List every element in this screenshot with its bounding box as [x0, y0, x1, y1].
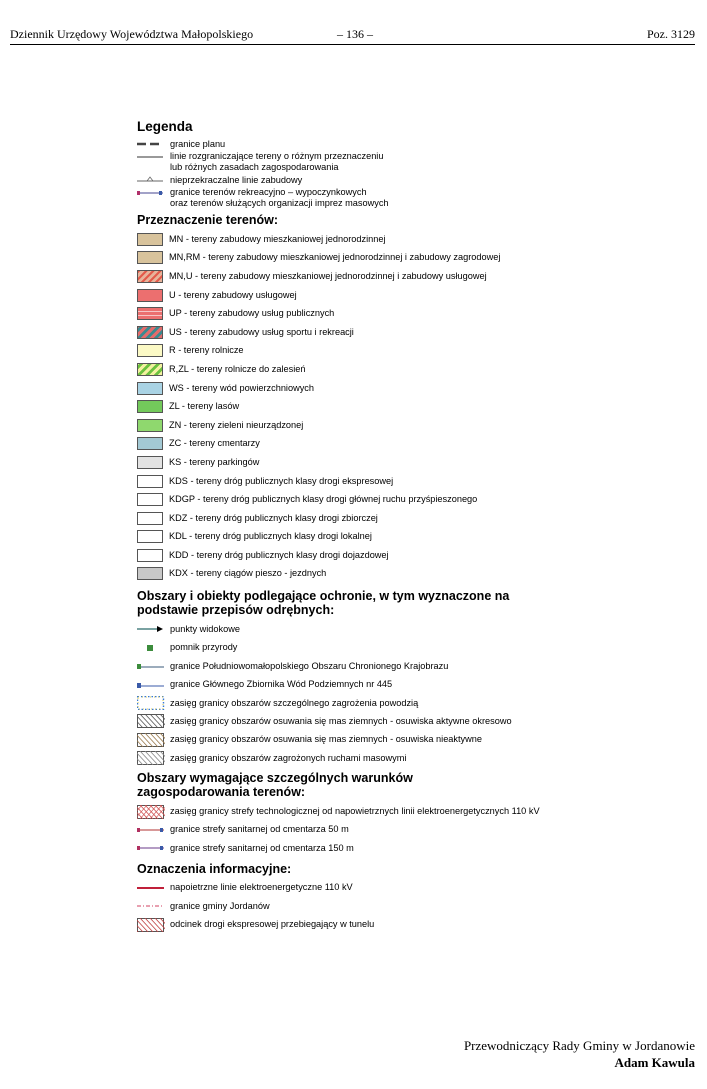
land-use-swatch — [137, 567, 163, 580]
info-list — [137, 879, 697, 934]
land-use-swatch — [137, 456, 163, 469]
legend-item-label: KS - tereny parkingów — [169, 456, 260, 467]
legend-item-label: KDGP - tereny dróg publicznych klasy drogi głównej ruchu przyśpieszonego — [169, 494, 478, 505]
land-use-swatch — [137, 363, 163, 376]
section-title-info: Oznaczenia informacyjne: — [137, 861, 292, 876]
land-use-item — [137, 323, 697, 342]
protection-item — [137, 639, 697, 657]
journal-title: Dziennik Urzędowy Województwa Małopolskiego — [10, 27, 254, 41]
land-use-item — [137, 304, 697, 323]
dash-red-icon — [137, 900, 165, 912]
land-use-swatch — [137, 270, 163, 283]
section-title-line2: podstawie przepisów odrębnych: — [137, 603, 335, 618]
legend-item-label: KDD - tereny dróg publicznych klasy drogi dojazdowej — [169, 549, 389, 560]
info-item — [137, 915, 697, 933]
protection-item — [137, 694, 697, 712]
land-use-swatch — [137, 419, 163, 432]
line-red-icon — [137, 882, 165, 894]
building-line-icon — [137, 174, 165, 186]
legend-item-label: zasięg granicy strefy technologicznej od napowietrznych linii elektroenergetycznych 110 kV — [170, 806, 540, 817]
land-use-swatch — [137, 233, 163, 246]
land-use-item — [137, 416, 697, 435]
protection-item — [137, 749, 697, 767]
legend-item-label: WS - tereny wód powierzchniowych — [169, 382, 315, 393]
land-use-item — [137, 397, 697, 416]
protection-item — [137, 657, 697, 675]
land-use-swatch — [137, 344, 163, 357]
line-green-icon — [137, 660, 165, 672]
legend-item-label-line2: oraz terenów służących organizacji imprez masowych — [170, 198, 389, 208]
legend-item-label: KDS - tereny dróg publicznych klasy drogi ekspresowej — [169, 475, 394, 486]
legend-item-dividing-lines — [137, 151, 697, 173]
legend-item-label: granice terenów rekreacyjno – wypoczynkowych — [170, 187, 367, 197]
land-use-list — [137, 230, 697, 583]
legend-title: Legenda — [137, 119, 193, 134]
legend-item-label: punkty widokowe — [170, 623, 240, 634]
land-use-item — [137, 490, 697, 509]
info-item — [137, 879, 697, 897]
cross-hatch-icon — [137, 806, 165, 818]
info-item — [137, 897, 697, 915]
land-use-item — [137, 565, 697, 584]
section-title-line1: Obszary i obiekty podlegające ochronie, w tym wyznaczone na — [137, 589, 510, 604]
solid-line-icon — [137, 151, 165, 163]
legend-item-label: MN,RM - tereny zabudowy mieszkaniowej jednorodzinnej i zabudowy zagrodowej — [169, 252, 501, 263]
legend-item-label: zasięg granicy obszarów osuwania się mas ziemnych - osuwiska aktywne okresowo — [170, 715, 512, 726]
page-number: – 136 – — [337, 27, 373, 41]
land-use-swatch — [137, 289, 163, 302]
land-use-swatch — [137, 307, 163, 320]
land-use-item — [137, 472, 697, 491]
legend-item-plan-boundary — [137, 137, 697, 151]
section-title-protection — [137, 589, 697, 617]
legend-item-label: MN - tereny zabudowy mieszkaniowej jednorodzinnej — [169, 233, 386, 244]
legend-item-recreation-boundary — [137, 187, 697, 209]
legend-item-label: granice strefy sanitarnej od cmentarza 150 m — [170, 842, 354, 853]
land-use-item — [137, 267, 697, 286]
land-use-item — [137, 546, 697, 565]
land-use-item — [137, 453, 697, 472]
signatory-name: Adam Kawula — [614, 1055, 695, 1070]
legend-item-label: granice gminy Jordanów — [170, 900, 270, 911]
land-use-item — [137, 379, 697, 398]
legend-item-label: odcinek drogi ekspresowej przebiegający w tunelu — [170, 919, 375, 930]
land-use-item — [137, 509, 697, 528]
dot-line-purple-icon — [137, 842, 165, 854]
land-use-item — [137, 249, 697, 268]
dotted-box-icon — [137, 697, 165, 709]
protection-list — [137, 620, 697, 767]
legend-item-label: zasięg granicy obszarów osuwania się mas ziemnych - osuwiska nieaktywne — [170, 734, 483, 745]
legend-item-label: KDL - tereny dróg publicznych klasy drogi lokalnej — [169, 531, 372, 542]
dot-line-red-icon — [137, 824, 165, 836]
land-use-swatch — [137, 326, 163, 339]
position-number: Poz. 3129 — [647, 27, 695, 41]
legend-item-label: zasięg granicy obszarów szczególnego zagrożenia powodzią — [170, 697, 419, 708]
legend-item-label: linie rozgraniczające tereny o różnym przeznaczeniu — [170, 151, 384, 161]
legend-item-label: ZC - tereny cmentarzy — [169, 438, 260, 449]
legend-item-label: granice planu — [170, 138, 226, 149]
condition-item — [137, 802, 697, 820]
land-use-swatch — [137, 549, 163, 562]
land-use-swatch — [137, 475, 163, 488]
land-use-swatch — [137, 530, 163, 543]
section-title-conditions — [137, 771, 697, 799]
legend-item-label: ZN - tereny zieleni nieurządzonej — [169, 419, 304, 430]
hatch-brown-icon — [137, 734, 165, 746]
page-header — [10, 26, 695, 45]
legend-item-label: MN,U - tereny zabudowy mieszkaniowej jednorodzinnej i zabudowy usługowej — [169, 270, 487, 281]
hatch-dark-icon — [137, 715, 165, 727]
protection-item — [137, 731, 697, 749]
signatory-role: Przewodniczący Rady Gminy w Jordanowie — [463, 1038, 695, 1053]
section-title-land-use: Przeznaczenie terenów: — [137, 213, 279, 227]
land-use-item — [137, 435, 697, 454]
land-use-swatch — [137, 382, 163, 395]
legend-item-label: US - tereny zabudowy usług sportu i rekreacji — [169, 326, 354, 337]
hatch-red-box-icon — [137, 919, 165, 931]
legend-item-label: granice Południowomałopolskiego Obszaru Chronionego Krajobrazu — [170, 660, 449, 671]
land-use-swatch — [137, 493, 163, 506]
legend-item-building-line — [137, 173, 697, 187]
conditions-list — [137, 802, 697, 857]
dot-icon — [137, 642, 165, 654]
legend-item-label: UP - tereny zabudowy usług publicznych — [169, 308, 335, 319]
legend-item-label: KDZ - tereny dróg publicznych klasy drogi zbiorczej — [169, 512, 378, 523]
legend-item-label-line2: lub różnych zasadach zagospodarowania — [170, 162, 339, 172]
land-use-item — [137, 230, 697, 249]
legend-item-label: zasięg granicy obszarów zagrożonych ruchami masowymi — [170, 752, 407, 763]
protection-item — [137, 675, 697, 693]
map-legend — [137, 118, 697, 934]
land-use-item — [137, 528, 697, 547]
hatch-light-icon — [137, 752, 165, 764]
section-title-line2: zagospodarowania terenów: — [137, 785, 306, 800]
condition-item — [137, 821, 697, 839]
protection-item — [137, 712, 697, 730]
legend-item-label: granice strefy sanitarnej od cmentarza 50 m — [170, 824, 349, 835]
legend-item-label: nieprzekraczalne linie zabudowy — [170, 174, 303, 185]
condition-item — [137, 839, 697, 857]
land-use-swatch — [137, 251, 163, 264]
dot-line-icon — [137, 187, 165, 199]
land-use-item — [137, 342, 697, 361]
land-use-item — [137, 360, 697, 379]
land-use-swatch — [137, 437, 163, 450]
land-use-swatch — [137, 400, 163, 413]
legend-item-label: R,ZL - tereny rolnicze do zalesień — [169, 363, 306, 374]
legend-item-label: granice Głównego Zbiornika Wód Podziemnych nr 445 — [170, 679, 393, 690]
legend-item-label: pomnik przyrody — [170, 642, 238, 653]
legend-item-label: U - tereny zabudowy usługowej — [169, 289, 297, 300]
line-blue-icon — [137, 679, 165, 691]
legend-item-label: ZL - tereny lasów — [169, 401, 240, 412]
land-use-swatch — [137, 512, 163, 525]
arrow-icon — [137, 623, 165, 635]
section-title-line1: Obszary wymagające szczególnych warunków — [137, 771, 413, 786]
land-use-item — [137, 286, 697, 305]
legend-item-label: R - tereny rolnicze — [169, 345, 244, 356]
legend-item-label: KDX - tereny ciągów pieszo - jezdnych — [169, 568, 327, 579]
protection-item — [137, 620, 697, 638]
signature-block — [464, 1037, 695, 1071]
dashed-line-icon — [137, 138, 165, 150]
legend-item-label: napoietrzne linie elektroenergetyczne 110 kV — [170, 882, 353, 893]
